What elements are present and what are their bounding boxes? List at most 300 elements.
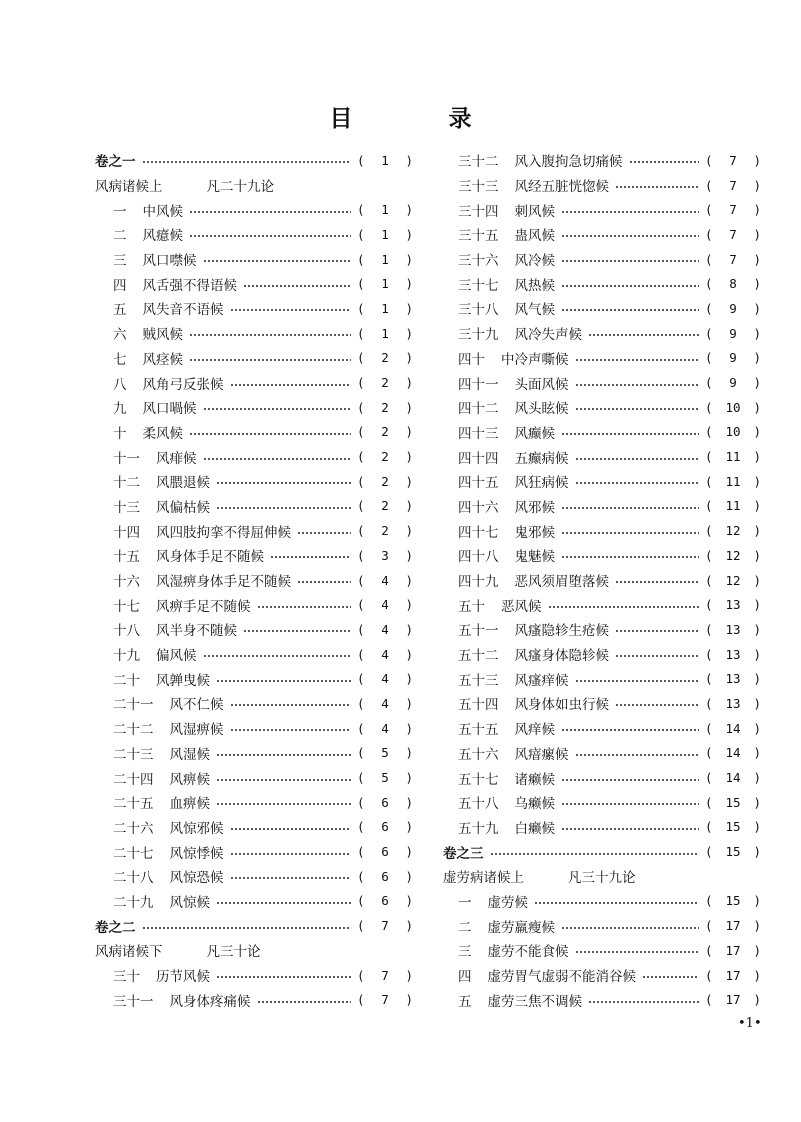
toc-entry[interactable] [95, 370, 413, 395]
page-ref: ( 4 ) [357, 695, 413, 711]
page-ref: ( 9 ) [705, 300, 761, 316]
page-ref: ( 9 ) [705, 375, 761, 391]
dot-leader [243, 285, 351, 287]
page-value: 2 [381, 424, 389, 440]
page-ref: ( 6 ) [357, 844, 413, 860]
toc-entry[interactable] [95, 222, 413, 247]
page-value: 13 [725, 671, 741, 687]
page-value: 4 [381, 572, 389, 588]
page-value: 7 [729, 202, 737, 218]
page-ref: ( 3 ) [357, 547, 413, 563]
toc-entry[interactable] [443, 592, 761, 617]
entry-title: 风惊候 [169, 894, 210, 911]
toc-entry[interactable] [443, 765, 761, 790]
entry-number: 四十 [458, 351, 485, 368]
page-value: 1 [381, 251, 389, 267]
page-ref: ( 1 ) [357, 251, 413, 267]
page-value: 4 [381, 671, 389, 687]
page-ref: ( 1 ) [357, 300, 413, 316]
page-value: 9 [729, 325, 737, 341]
entry-number: 十三 [113, 499, 140, 516]
page-number: •1• [738, 1016, 762, 1031]
dot-leader [189, 334, 351, 336]
dot-leader [642, 976, 699, 978]
page-ref: ( 6 ) [357, 794, 413, 810]
page-value: 4 [381, 597, 389, 613]
volume-entry[interactable] [95, 913, 413, 938]
entry-title: 风病诸候下 [95, 944, 163, 961]
volume-entry[interactable] [443, 839, 761, 864]
toc-entry[interactable] [95, 815, 413, 840]
entry-title: 头面风候 [514, 376, 569, 393]
page-ref: ( 8 ) [705, 276, 761, 292]
dot-leader [615, 581, 699, 583]
page-ref: ( 17 ) [705, 992, 761, 1008]
toc-entry[interactable] [443, 691, 761, 716]
entry-number: 五十六 [458, 746, 499, 763]
page-ref: ( 17 ) [705, 967, 761, 983]
toc-entry[interactable] [95, 889, 413, 914]
entry-number: 二十八 [113, 870, 154, 887]
toc-entry[interactable] [443, 247, 761, 272]
entry-title: 风癫候 [514, 425, 555, 442]
entry-number: 二十 [113, 672, 140, 689]
toc-entry[interactable] [95, 765, 413, 790]
entry-number: 十一 [113, 450, 140, 467]
toc-entry[interactable] [95, 321, 413, 346]
toc-entry[interactable] [443, 987, 761, 1012]
entry-title: 风瘙身体隐轸候 [514, 648, 609, 665]
entry-title: 风瘙隐轸生疮候 [514, 623, 609, 640]
page-ref: ( 7 ) [705, 152, 761, 168]
page-ref: ( 2 ) [357, 523, 413, 539]
entry-title: 风失音不语候 [142, 302, 224, 319]
entry-title: 风不仁候 [169, 697, 224, 714]
page-ref: ( 7 ) [705, 226, 761, 242]
page-ref: ( 7 ) [357, 992, 413, 1008]
page-ref: ( 12 ) [705, 547, 761, 563]
page-ref: ( 4 ) [357, 720, 413, 736]
page-value: 8 [729, 276, 737, 292]
toc-entry[interactable] [95, 346, 413, 371]
dot-leader [189, 433, 351, 435]
dot-leader [203, 260, 352, 262]
toc-entry[interactable] [95, 864, 413, 889]
toc-entry[interactable] [95, 790, 413, 815]
dot-leader [561, 729, 699, 731]
entry-title: 风角弓反张候 [142, 376, 224, 393]
page-value: 2 [381, 473, 389, 489]
entry-title: 中风候 [142, 203, 183, 220]
toc-entry[interactable] [443, 741, 761, 766]
entry-title: 卷之二 [95, 919, 136, 936]
entry-title: 风痹候 [169, 771, 210, 788]
page-ref: ( 5 ) [357, 770, 413, 786]
entry-title: 风冷失声候 [514, 327, 582, 344]
toc-entry[interactable] [443, 420, 761, 445]
entry-title: 诸癞候 [514, 771, 555, 788]
toc-entry[interactable] [443, 148, 761, 173]
toc-entry[interactable] [95, 642, 413, 667]
page-value: 1 [381, 300, 389, 316]
toc-entry[interactable] [95, 691, 413, 716]
page-value: 7 [381, 967, 389, 983]
entry-title: 虚劳不能食候 [487, 944, 569, 961]
dot-leader [575, 951, 700, 953]
entry-number: 三十三 [458, 179, 499, 196]
entry-number: 五十二 [458, 648, 499, 665]
toc-entry[interactable] [443, 642, 761, 667]
dot-leader [561, 235, 699, 237]
page-ref: ( 13 ) [705, 597, 761, 613]
toc-entry[interactable] [95, 395, 413, 420]
toc-entry[interactable] [443, 370, 761, 395]
dot-leader [257, 1001, 352, 1003]
toc-entry[interactable] [443, 222, 761, 247]
toc-entry[interactable] [95, 963, 413, 988]
dot-leader [615, 704, 699, 706]
dot-leader [297, 581, 351, 583]
page-value: 13 [725, 597, 741, 613]
page-ref: ( 1 ) [357, 276, 413, 292]
toc-entry[interactable] [95, 197, 413, 222]
page-ref: ( 7 ) [357, 918, 413, 934]
page-ref: ( 14 ) [705, 770, 761, 786]
toc-entry[interactable] [95, 247, 413, 272]
toc-entry[interactable] [443, 716, 761, 741]
entry-number: 二十一 [113, 697, 154, 714]
toc-entry[interactable] [95, 666, 413, 691]
page-value: 7 [381, 918, 389, 934]
toc-entry[interactable] [95, 271, 413, 296]
entry-number: 四十四 [458, 450, 499, 467]
entry-number: 十 [113, 425, 127, 442]
toc-entry[interactable] [443, 617, 761, 642]
dot-leader [575, 482, 700, 484]
dot-leader [561, 260, 699, 262]
toc-entry[interactable] [443, 494, 761, 519]
page-value: 5 [381, 770, 389, 786]
page-value: 14 [725, 770, 741, 786]
page-value: 6 [381, 844, 389, 860]
toc-right-column [443, 148, 761, 1012]
entry-number: 十五 [113, 549, 140, 566]
dot-leader [629, 161, 700, 163]
entry-title: 风身体疼痛候 [169, 993, 251, 1010]
entry-number: 四十五 [458, 475, 499, 492]
toc-entry[interactable] [95, 494, 413, 519]
page-ref: ( 14 ) [705, 745, 761, 761]
page-ref: ( 7 ) [357, 967, 413, 983]
dot-leader [588, 1001, 699, 1003]
entry-number: 四十一 [458, 376, 499, 393]
toc-entry[interactable] [95, 716, 413, 741]
toc-entry[interactable] [95, 543, 413, 568]
page-ref: ( 13 ) [705, 646, 761, 662]
page-value: 2 [381, 449, 389, 465]
entry-title: 风冷候 [514, 253, 555, 270]
toc-entry[interactable] [95, 518, 413, 543]
page-ref: ( 15 ) [705, 794, 761, 810]
entry-title: 风湿候 [169, 746, 210, 763]
entry-title: 中冷声嘶候 [501, 351, 569, 368]
page-ref: ( 6 ) [357, 819, 413, 835]
toc-entry[interactable] [95, 444, 413, 469]
toc-entry[interactable] [443, 173, 761, 198]
page-value: 1 [381, 226, 389, 242]
entry-title: 风舌强不得语候 [142, 277, 237, 294]
entry-number: 二十三 [113, 746, 154, 763]
page-value: 7 [381, 992, 389, 1008]
entry-number: 三十四 [458, 203, 499, 220]
page-value: 4 [381, 621, 389, 637]
page-value: 3 [381, 547, 389, 563]
page-value: 7 [729, 177, 737, 193]
toc-entry[interactable] [443, 197, 761, 222]
entry-title: 虚劳候 [487, 894, 528, 911]
entry-title: 贼风候 [142, 327, 183, 344]
toc-entry[interactable] [443, 321, 761, 346]
page-ref: ( 1 ) [357, 325, 413, 341]
entry-title: 风邪候 [514, 499, 555, 516]
section-count: 凡三十九论 [568, 870, 636, 887]
entry-number: 五十八 [458, 796, 499, 813]
page-ref: ( 15 ) [705, 893, 761, 909]
page-value: 2 [381, 350, 389, 366]
entry-number: 三十六 [458, 253, 499, 270]
page-value: 6 [381, 794, 389, 810]
page-value: 1 [381, 152, 389, 168]
entry-title: 虚劳三焦不调候 [487, 993, 582, 1010]
toc-entry[interactable] [95, 568, 413, 593]
page-value: 17 [725, 967, 741, 983]
entry-title: 风气候 [514, 302, 555, 319]
section-heading [95, 938, 413, 963]
page-ref: ( 4 ) [357, 671, 413, 687]
page-ref: ( 11 ) [705, 498, 761, 514]
dot-leader [575, 680, 700, 682]
entry-title: 风口喎候 [142, 401, 197, 418]
page-ref: ( 13 ) [705, 621, 761, 637]
page-ref: ( 17 ) [705, 918, 761, 934]
entry-title: 风头眩候 [514, 401, 569, 418]
page-value: 7 [729, 226, 737, 242]
toc-entry[interactable] [95, 420, 413, 445]
dot-leader [561, 532, 699, 534]
entry-number: 五 [458, 993, 472, 1010]
entry-number: 四十九 [458, 574, 499, 591]
page-value: 15 [725, 893, 741, 909]
toc-entry[interactable] [443, 963, 761, 988]
entry-number: 九 [113, 401, 127, 418]
toc-entry[interactable] [95, 469, 413, 494]
entry-number: 三十一 [113, 993, 154, 1010]
entry-number: 二十九 [113, 894, 154, 911]
page-ref: ( 9 ) [705, 350, 761, 366]
toc-entry[interactable] [443, 271, 761, 296]
entry-title: 风热候 [514, 277, 555, 294]
dot-leader [216, 976, 351, 978]
entry-title: 风痹手足不随候 [156, 598, 251, 615]
dot-leader [588, 334, 699, 336]
dot-leader [216, 754, 351, 756]
entry-title: 风口噤候 [142, 253, 197, 270]
toc-entry[interactable] [443, 889, 761, 914]
page-value: 11 [725, 498, 741, 514]
entry-number: 二 [113, 228, 127, 245]
toc-entry[interactable] [443, 666, 761, 691]
dot-leader [615, 630, 699, 632]
dot-leader [561, 828, 699, 830]
page-value: 12 [725, 523, 741, 539]
page-value: 9 [729, 375, 737, 391]
page-value: 15 [725, 844, 741, 860]
volume-entry[interactable] [95, 148, 413, 173]
entry-number: 三十八 [458, 302, 499, 319]
page-ref: ( 10 ) [705, 399, 761, 415]
page-value: 17 [725, 992, 741, 1008]
page-value: 1 [381, 202, 389, 218]
page-ref: ( 15 ) [705, 819, 761, 835]
page-value: 5 [381, 745, 389, 761]
toc-entry[interactable] [95, 617, 413, 642]
entry-title: 风惊悸候 [169, 845, 224, 862]
entry-title: 刺风候 [514, 203, 555, 220]
toc-entry[interactable] [443, 938, 761, 963]
page-value: 4 [381, 646, 389, 662]
entry-number: 十八 [113, 623, 140, 640]
section-heading [95, 173, 413, 198]
dot-leader [561, 556, 699, 558]
page-ref: ( 2 ) [357, 399, 413, 415]
dot-leader [216, 803, 351, 805]
page-value: 7 [729, 152, 737, 168]
page-value: 11 [725, 473, 741, 489]
entry-title: 恶风候 [501, 598, 542, 615]
toc-entry[interactable] [443, 469, 761, 494]
entry-title: 五癫病候 [514, 450, 569, 467]
entry-title: 鬼邪候 [514, 524, 555, 541]
toc-entry[interactable] [95, 592, 413, 617]
entry-number: 五十一 [458, 623, 499, 640]
dot-leader [230, 384, 352, 386]
toc-entry[interactable] [443, 518, 761, 543]
section-count: 凡三十论 [206, 944, 261, 961]
page-value: 4 [381, 720, 389, 736]
page-ref: ( 7 ) [705, 202, 761, 218]
toc-entry[interactable] [443, 815, 761, 840]
dot-leader [189, 211, 351, 213]
entry-title: 风四肢拘挛不得屈伸候 [156, 524, 291, 541]
dot-leader [575, 384, 700, 386]
page-ref: ( 12 ) [705, 572, 761, 588]
dot-leader [257, 606, 352, 608]
entry-title: 风亸曳候 [156, 672, 210, 689]
toc-entry[interactable] [443, 296, 761, 321]
page-value: 10 [725, 399, 741, 415]
entry-title: 风痱候 [156, 450, 197, 467]
toc-entry[interactable] [443, 543, 761, 568]
toc-entry[interactable] [95, 741, 413, 766]
toc-entry[interactable] [443, 568, 761, 593]
dot-leader [548, 606, 700, 608]
entry-number: 五十四 [458, 697, 499, 714]
page-ref: ( 2 ) [357, 473, 413, 489]
entry-title: 历节风候 [156, 969, 210, 986]
page-ref: ( 2 ) [357, 350, 413, 366]
toc-entry[interactable] [95, 987, 413, 1012]
page-value: 13 [725, 621, 741, 637]
entry-number: 一 [458, 894, 472, 911]
section-heading [443, 864, 761, 889]
entry-number: 五十五 [458, 722, 499, 739]
entry-number: 三 [113, 253, 127, 270]
entry-title: 风痉候 [142, 351, 183, 368]
dot-leader [203, 458, 352, 460]
toc-entry[interactable] [443, 346, 761, 371]
page-value: 4 [381, 695, 389, 711]
toc-entry[interactable] [443, 913, 761, 938]
entry-number: 一 [113, 203, 127, 220]
page-value: 1 [381, 325, 389, 341]
page-ref: ( 13 ) [705, 695, 761, 711]
dot-leader [575, 754, 700, 756]
page-ref: ( 10 ) [705, 424, 761, 440]
page-ref: ( 2 ) [357, 449, 413, 465]
dot-leader [561, 433, 699, 435]
page-ref: ( 11 ) [705, 473, 761, 489]
toc-entry[interactable] [443, 444, 761, 469]
entry-number: 八 [113, 376, 127, 393]
dot-leader [216, 779, 351, 781]
page-value: 6 [381, 819, 389, 835]
toc-entry[interactable] [443, 395, 761, 420]
dot-leader [216, 507, 351, 509]
dot-leader [243, 630, 351, 632]
entry-title: 乌癞候 [514, 796, 555, 813]
page-value: 2 [381, 375, 389, 391]
entry-title: 风偏枯候 [156, 499, 210, 516]
toc-entry[interactable] [95, 296, 413, 321]
entry-title: 虚劳胃气虚弱不能消谷候 [487, 969, 636, 986]
entry-title: 风痒候 [514, 722, 555, 739]
dot-leader [490, 853, 700, 855]
page-ref: ( 7 ) [705, 177, 761, 193]
page-ref: ( 4 ) [357, 572, 413, 588]
entry-number: 四 [458, 969, 472, 986]
dot-leader [230, 828, 352, 830]
toc-entry[interactable] [95, 839, 413, 864]
entry-title: 血痹候 [169, 796, 210, 813]
entry-number: 二十七 [113, 845, 154, 862]
page-ref: ( 6 ) [357, 868, 413, 884]
entry-title: 风惊恐候 [169, 870, 224, 887]
page-value: 10 [725, 424, 741, 440]
entry-number: 五十三 [458, 672, 499, 689]
entry-title: 偏风候 [156, 648, 197, 665]
entry-title: 卷之一 [95, 154, 136, 171]
dot-leader [230, 704, 352, 706]
dot-leader [230, 729, 352, 731]
dot-leader [561, 779, 699, 781]
page-value: 12 [725, 547, 741, 563]
page-value: 17 [725, 918, 741, 934]
page-ref: ( 14 ) [705, 720, 761, 736]
page-value: 13 [725, 695, 741, 711]
toc-entry[interactable] [443, 790, 761, 815]
entry-title: 风半身不随候 [156, 623, 237, 640]
page-value: 2 [381, 498, 389, 514]
